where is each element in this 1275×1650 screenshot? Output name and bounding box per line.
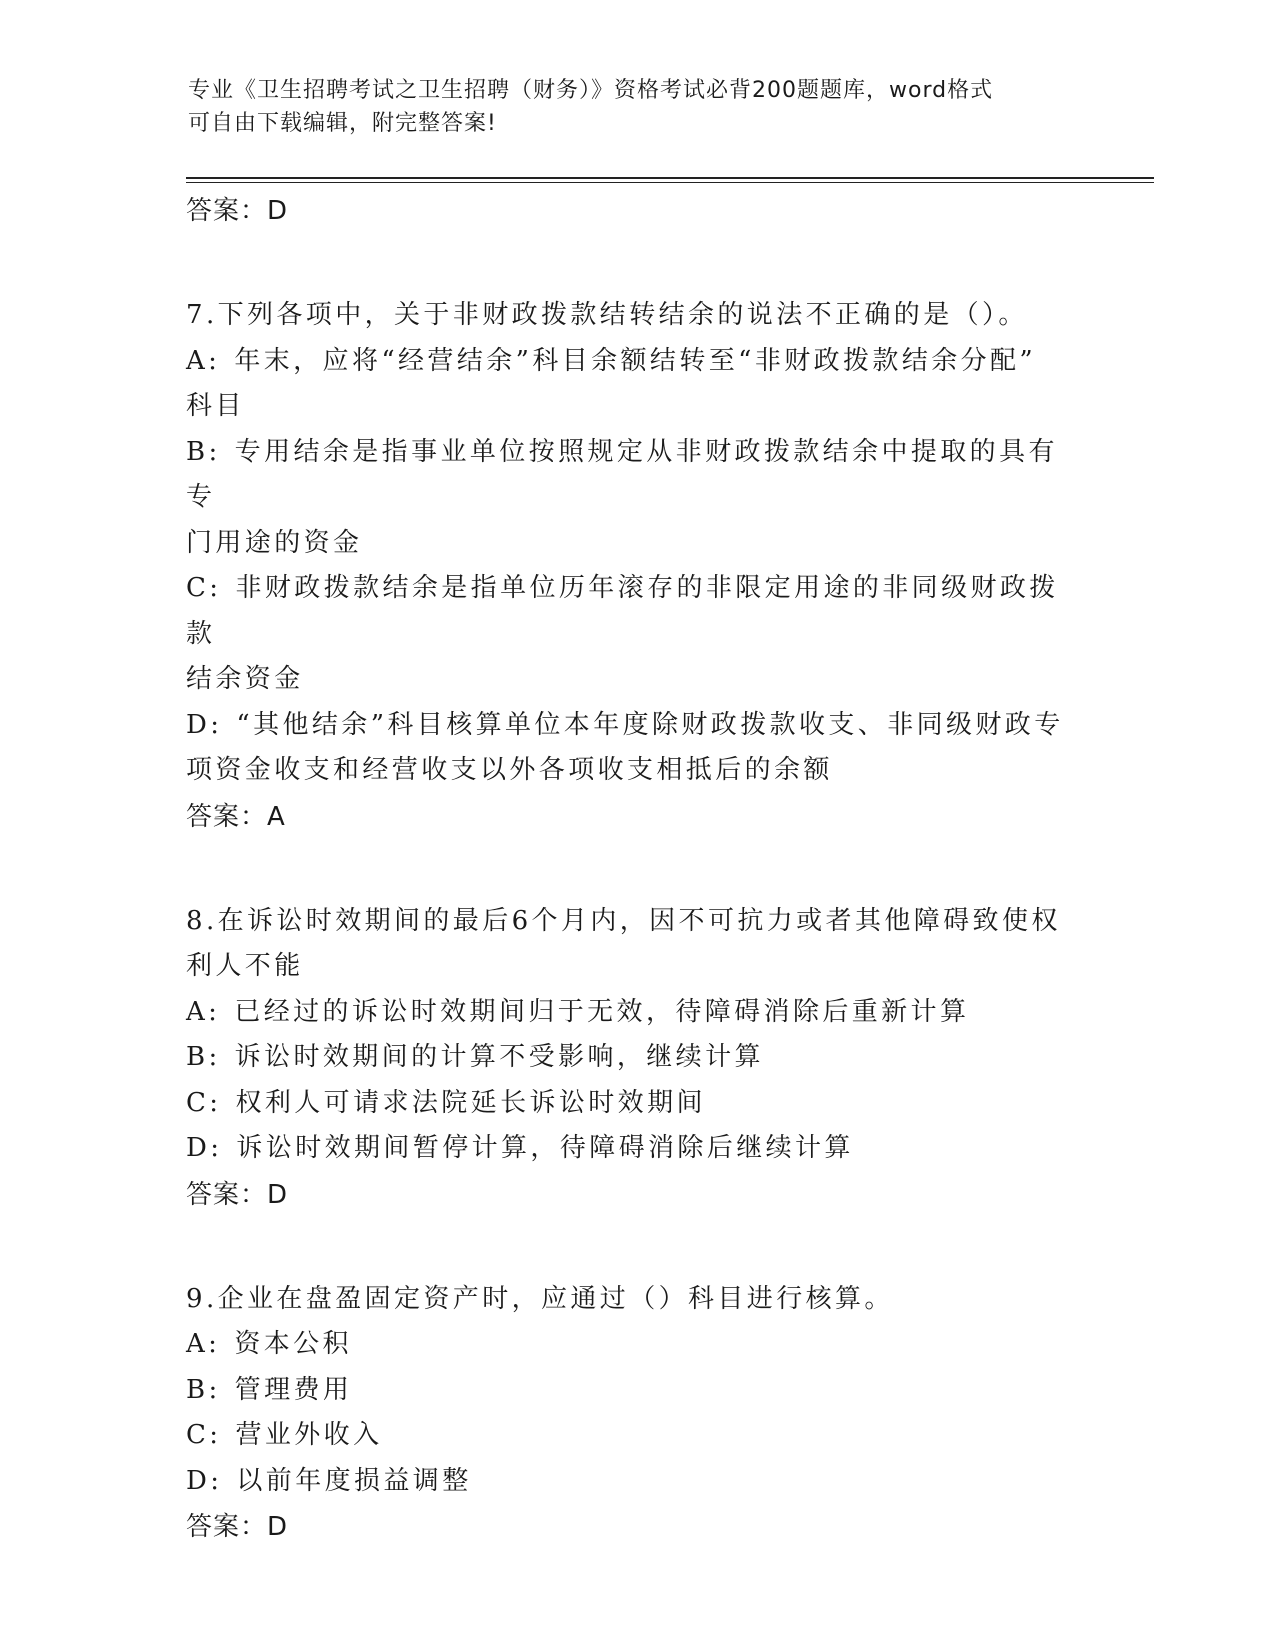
answer-line: 答案：D — [186, 1179, 289, 1210]
header-divider-thick — [186, 177, 1154, 179]
option-text: 项资金收支和经营收支以外各项收支相抵后的余额 — [186, 755, 833, 785]
option-text: 诉讼时效期间暂停计算，待障碍消除后继续计算 — [236, 1133, 854, 1163]
option-text: 管理费用 — [234, 1374, 353, 1405]
option-line — [186, 384, 1086, 430]
option-line — [186, 1322, 1086, 1368]
option-text: 科目 — [186, 391, 245, 421]
option-text: 诉讼时效期间的计算不受影响，继续计算 — [234, 1042, 764, 1072]
answer-line: 答案：A — [186, 801, 286, 832]
option-key: B: — [186, 1374, 221, 1405]
option-key: C: — [186, 573, 222, 603]
option-text: 以前年度损益调整 — [236, 1465, 472, 1496]
question-stem: 8.在诉讼时效期间的最后6个月内，因不可抗力或者其他障碍致使权 — [186, 905, 1061, 936]
option-key: C: — [186, 1420, 222, 1450]
option-line — [186, 1413, 1086, 1459]
question-item — [186, 899, 1086, 1218]
option-line — [186, 1035, 1086, 1081]
option-line — [186, 566, 1086, 657]
option-line — [186, 1126, 1086, 1172]
option-key: C: — [186, 1087, 222, 1118]
option-key: A: — [186, 345, 221, 376]
header-line-1: 专业《卫生招聘考试之卫生招聘（财务）》资格考试必背200题题库，word格式 — [188, 78, 994, 103]
option-line — [186, 430, 1086, 521]
option-key: D: — [186, 709, 223, 740]
block-spacer — [186, 840, 1086, 899]
option-text: 年末，应将“经营结余”科目余额结转至“非财政拨款结余分配” — [234, 345, 1037, 376]
option-key: D: — [186, 1133, 223, 1163]
option-text: 资本公积 — [234, 1329, 352, 1359]
option-line — [186, 339, 1086, 385]
question-stem: 7.下列各项中，关于非财政拨款结转结余的说法不正确的是（）。 — [186, 300, 1028, 330]
option-text: 非财政拨款结余是指单位历年滚存的非限定用途的非同级财政拨款 — [186, 573, 1059, 649]
option-line — [186, 1459, 1086, 1505]
question-item — [186, 1277, 1086, 1551]
option-text: 营业外收入 — [235, 1420, 383, 1450]
option-line — [186, 990, 1086, 1036]
option-text: 专用结余是指事业单位按照规定从非财政拨款结余中提取的具有专 — [186, 436, 1058, 512]
option-line — [186, 521, 1086, 567]
option-text: 结余资金 — [186, 664, 304, 694]
header-line-2: 可自由下载编辑，附完整答案! — [188, 111, 497, 136]
option-line — [186, 748, 1086, 794]
block-spacer — [186, 1218, 1086, 1277]
option-text: “其他结余”科目核算单位本年度除财政拨款收支、非同级财政专 — [236, 709, 1064, 740]
option-key: B: — [186, 1042, 221, 1072]
option-line — [186, 1368, 1086, 1414]
option-line — [186, 703, 1086, 749]
option-text: 权利人可请求法院延长诉讼时效期间 — [235, 1087, 706, 1118]
option-key: B: — [186, 436, 221, 467]
option-key: A: — [186, 996, 221, 1027]
block-spacer — [186, 234, 1086, 293]
document-header — [188, 74, 1068, 140]
answer-line: 答案：D — [186, 1512, 289, 1542]
option-line — [186, 1081, 1086, 1127]
question-list — [186, 188, 1086, 1550]
option-text: 已经过的诉讼时效期间归于无效，待障碍消除后重新计算 — [234, 996, 970, 1027]
question-stem: 9.企业在盘盈固定资产时，应通过（）科目进行核算。 — [186, 1283, 894, 1314]
option-key: A: — [186, 1329, 221, 1359]
header-divider-thin — [186, 182, 1154, 183]
answer-line: 答案：D — [186, 196, 289, 226]
option-key: D: — [186, 1465, 223, 1496]
question-stem: 利人不能 — [186, 951, 304, 981]
option-text: 门用途的资金 — [186, 527, 363, 558]
question-item — [186, 293, 1086, 840]
option-line — [186, 657, 1086, 703]
